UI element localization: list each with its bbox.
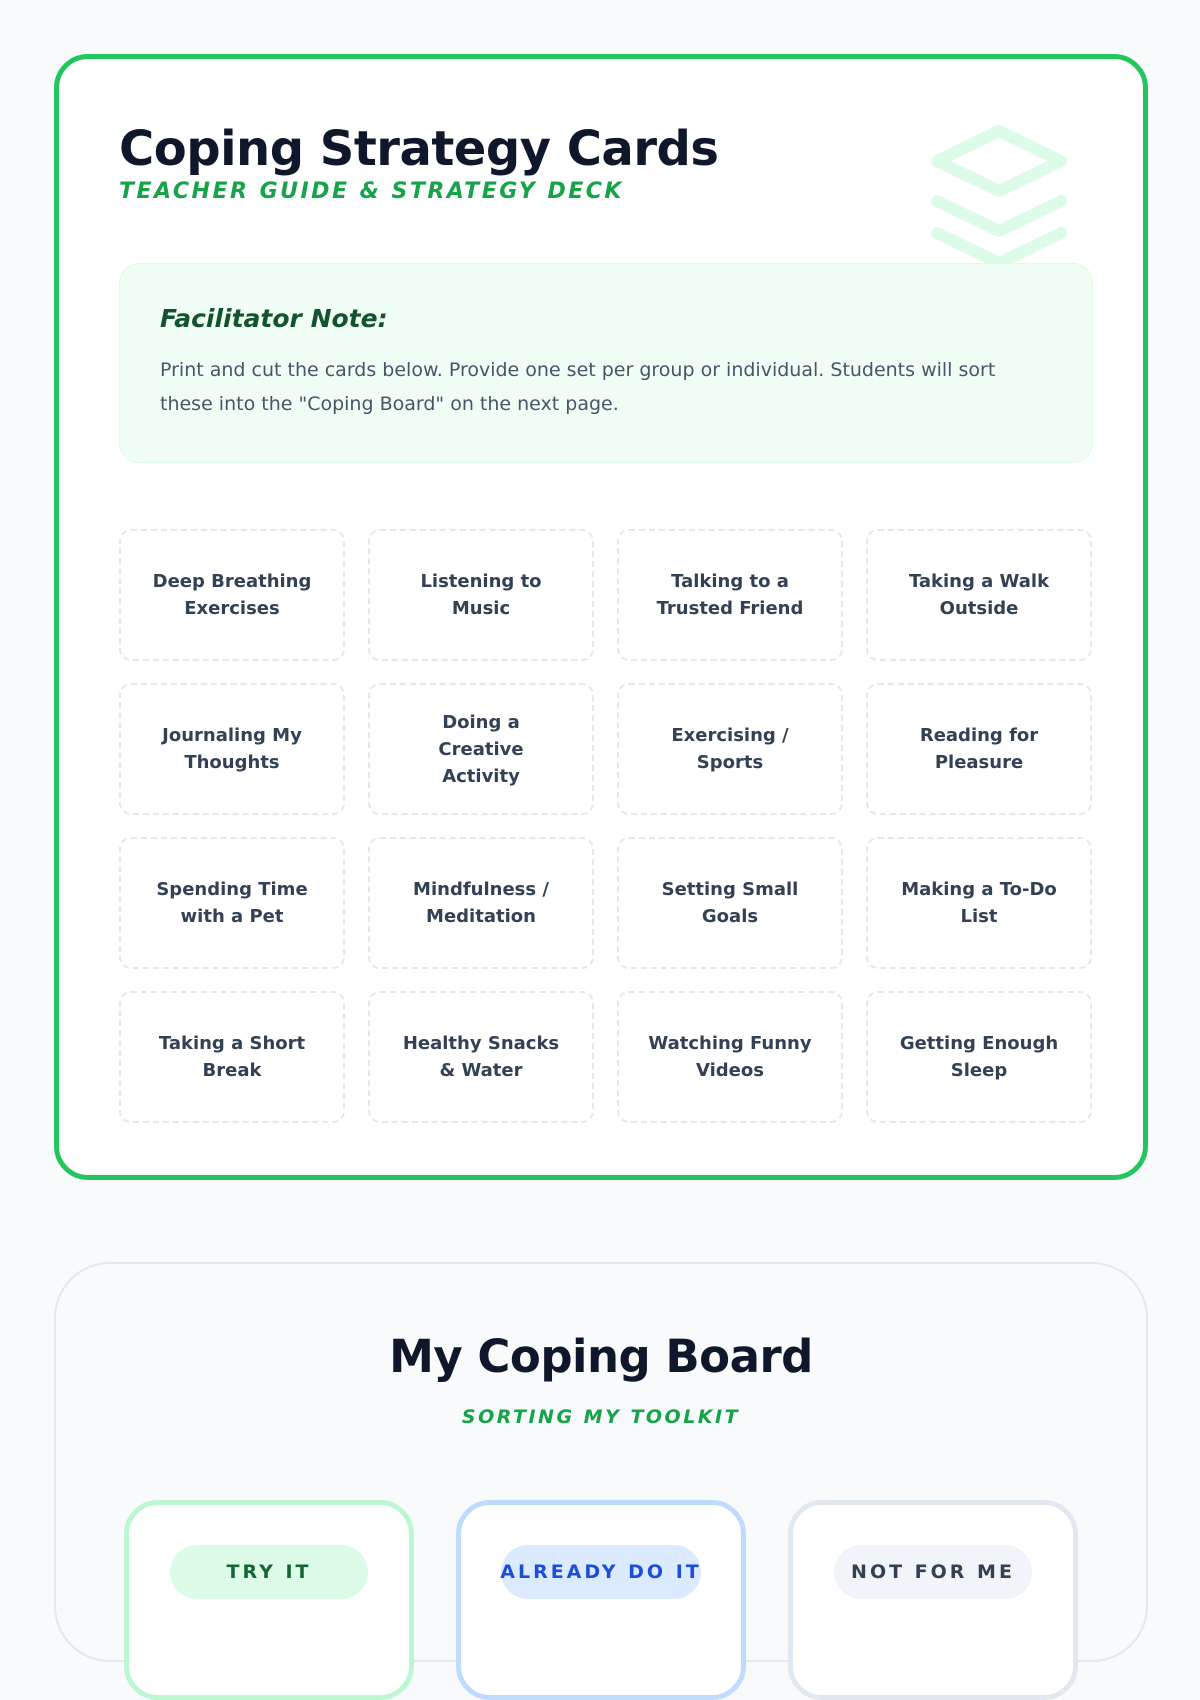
page-title: Coping Strategy Cards xyxy=(119,121,719,177)
strategy-card[interactable]: Listening to Music xyxy=(368,529,594,661)
strategy-card[interactable]: Deep Breathing Exercises xyxy=(119,529,345,661)
facilitator-note-body: Print and cut the cards below. Provide one set per group or individual. Students will sort these into the "Coping Board" on the next page. xyxy=(160,359,996,415)
coping-board-page xyxy=(54,1262,1148,1662)
strategy-card[interactable]: Taking a Short Break xyxy=(119,991,345,1123)
column-already-do-it[interactable] xyxy=(456,1500,746,1700)
strategy-card[interactable]: Exercising / Sports xyxy=(617,683,843,815)
facilitator-note-title: Facilitator Note: xyxy=(160,304,388,333)
strategy-card[interactable]: Healthy Snacks & Water xyxy=(368,991,594,1123)
strategy-card-grid xyxy=(119,529,1093,1123)
board-title: My Coping Board xyxy=(389,1330,813,1383)
column-label-already-do-it: ALREADY DO IT xyxy=(501,1545,701,1599)
strategy-card[interactable]: Doing a Creative Activity xyxy=(368,683,594,815)
strategy-card[interactable]: Reading for Pleasure xyxy=(866,683,1092,815)
column-not-for-me[interactable] xyxy=(788,1500,1078,1700)
strategy-card[interactable]: Journaling My Thoughts xyxy=(119,683,345,815)
strategy-card[interactable]: Talking to a Trusted Friend xyxy=(617,529,843,661)
strategy-card[interactable]: Setting Small Goals xyxy=(617,837,843,969)
strategy-card[interactable]: Spending Time with a Pet xyxy=(119,837,345,969)
board-subtitle: SORTING MY TOOLKIT xyxy=(461,1406,741,1428)
strategy-deck-page xyxy=(54,54,1148,1180)
page-subtitle: TEACHER GUIDE & STRATEGY DECK xyxy=(119,179,624,204)
strategy-card[interactable]: Taking a Walk Outside xyxy=(866,529,1092,661)
strategy-card[interactable]: Watching Funny Videos xyxy=(617,991,843,1123)
column-label-not-for-me: NOT FOR ME xyxy=(834,1545,1032,1599)
facilitator-note xyxy=(119,263,1093,463)
column-label-try-it: TRY IT xyxy=(170,1545,368,1599)
strategy-card[interactable]: Mindfulness / Meditation xyxy=(368,837,594,969)
strategy-card[interactable]: Making a To-Do List xyxy=(866,837,1092,969)
column-try-it[interactable] xyxy=(124,1500,414,1700)
layers-icon xyxy=(919,121,1079,281)
strategy-card[interactable]: Getting Enough Sleep xyxy=(866,991,1092,1123)
